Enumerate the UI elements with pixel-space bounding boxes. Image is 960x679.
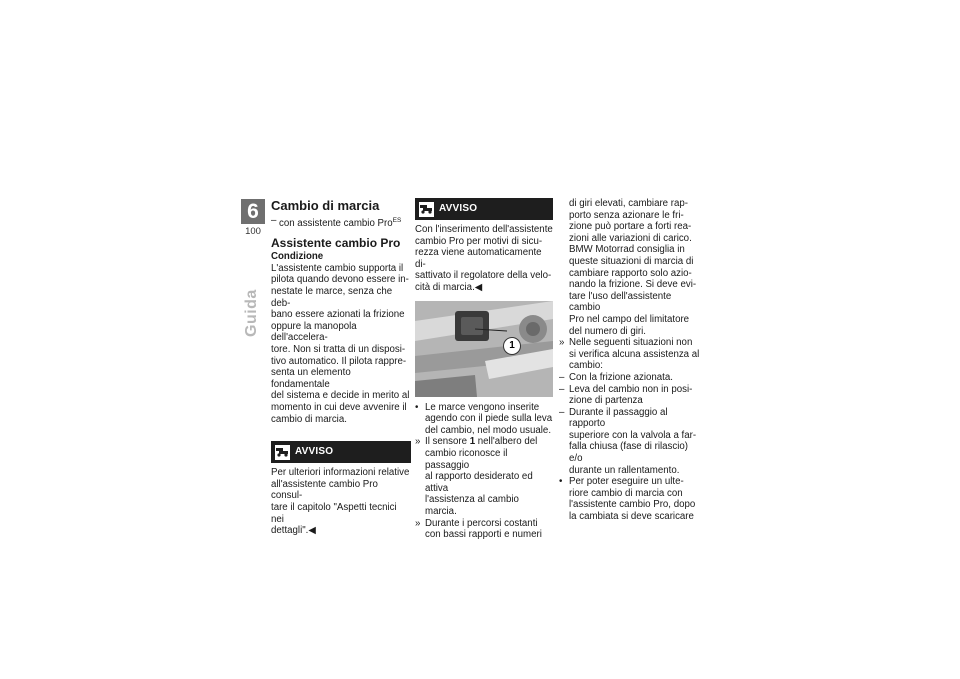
chapter-number: 6 [247,200,259,223]
condition-paragraph: L'assistente cambio supporta il pilota quando devono essere in- nestate le marce, senza che deb- bano essere azionati la frizione oppure la manopola dell'accelera- tore. Non si tratta di un disposi- tivo automatico. Il pilota rappre- senta un elemento fondamentale del sistema e decide in merito al momento in cui deve avvenire il cambio di marcia. [271,262,410,425]
notice-label: AVVISO [295,446,334,458]
dash-marker: – [559,371,565,383]
notice-bar [415,198,553,220]
motorcycle-notice-icon [275,445,290,460]
list-item: – Durante il passaggio al rapporto superiore con la valvola a far- falla chiusa (fase di rilascio) e/o durante un rallentamento. [559,406,697,476]
column-1 [271,198,411,537]
subtitle-text: con assistente cambio Pro$^{ES}$ [279,217,402,230]
dash-marker: – [559,406,565,418]
result-marker: » [415,517,421,529]
motorcycle-notice-icon [419,202,434,217]
photo-callout-1: 1 [503,337,521,355]
dash-marker: – [559,383,565,395]
option-code: ES [392,217,402,224]
list-item: » Durante i percorsi costanti con bassi rapporti e numeri [415,517,542,541]
list-item: • Per poter eseguire un ulte- riore cambio di marcia con l'assistente cambio Pro, dopo la cambiata si deve scaricare [559,476,696,523]
condition-heading: Condizione [271,250,324,262]
result-marker: » [559,337,565,349]
notice-label: AVVISO [439,203,478,215]
list-item: » Nelle seguenti situazioni non si verifica alcuna assistenza al cambio: [559,337,700,372]
section-title: Assistente cambio Pro [271,235,401,250]
sensor-ref: 1 [469,436,476,448]
notice-text: Con l'inserimento dell'assistente cambio Pro per motivi di sicu- rezza viene automaticamente di- sattivato il regolatore della velo- cità di marcia.◀ [415,224,553,293]
notice-bar [271,441,411,463]
list-item: » Il sensore 1 nell'albero del cambio riconosce il passaggio al rapporto desiderato ed attiva l'assistenza al cambio marcia. [415,436,538,517]
subtitle-dash: – [271,215,277,226]
column-2 [415,198,553,541]
bullet-marker: • [415,401,419,413]
chapter-tab [241,199,265,238]
page-number: 100 [241,223,265,238]
notice-text: Per ulteriori informazioni relative all'assistente cambio Pro consul- tare il capitolo "Aspetti tecnici nei dettagli".◀ [271,467,410,537]
list-item-continued: di giri elevati, cambiare rap- porto senza azionare le fri- zione può portare a forti rea- zioni alle variazioni di carico. BMW Motorrad consiglia in queste situazioni di marcia di cambiare rapporto solo azio- nando la frizione. Si deve evi- tare l'uso dell'assistente cambio Pro nel campo del limitatore del numero di giri. [569,198,697,337]
bullet-marker: • [559,476,563,488]
subtitle-line [271,215,411,230]
side-section-label: Guida [243,289,260,337]
gear-shift-sensor-photo [415,301,553,397]
page-title: Cambio di marcia [271,198,380,213]
column-3 [559,198,701,523]
list-item: • Le marce vengono inserite agendo con il piede sulla leva del cambio, nel modo usuale. [415,401,553,436]
list-item: – Leva del cambio non in posi- zione di partenza [559,383,693,407]
result-marker: » [415,436,421,448]
list-item: – Con la frizione azionata. [559,371,673,383]
